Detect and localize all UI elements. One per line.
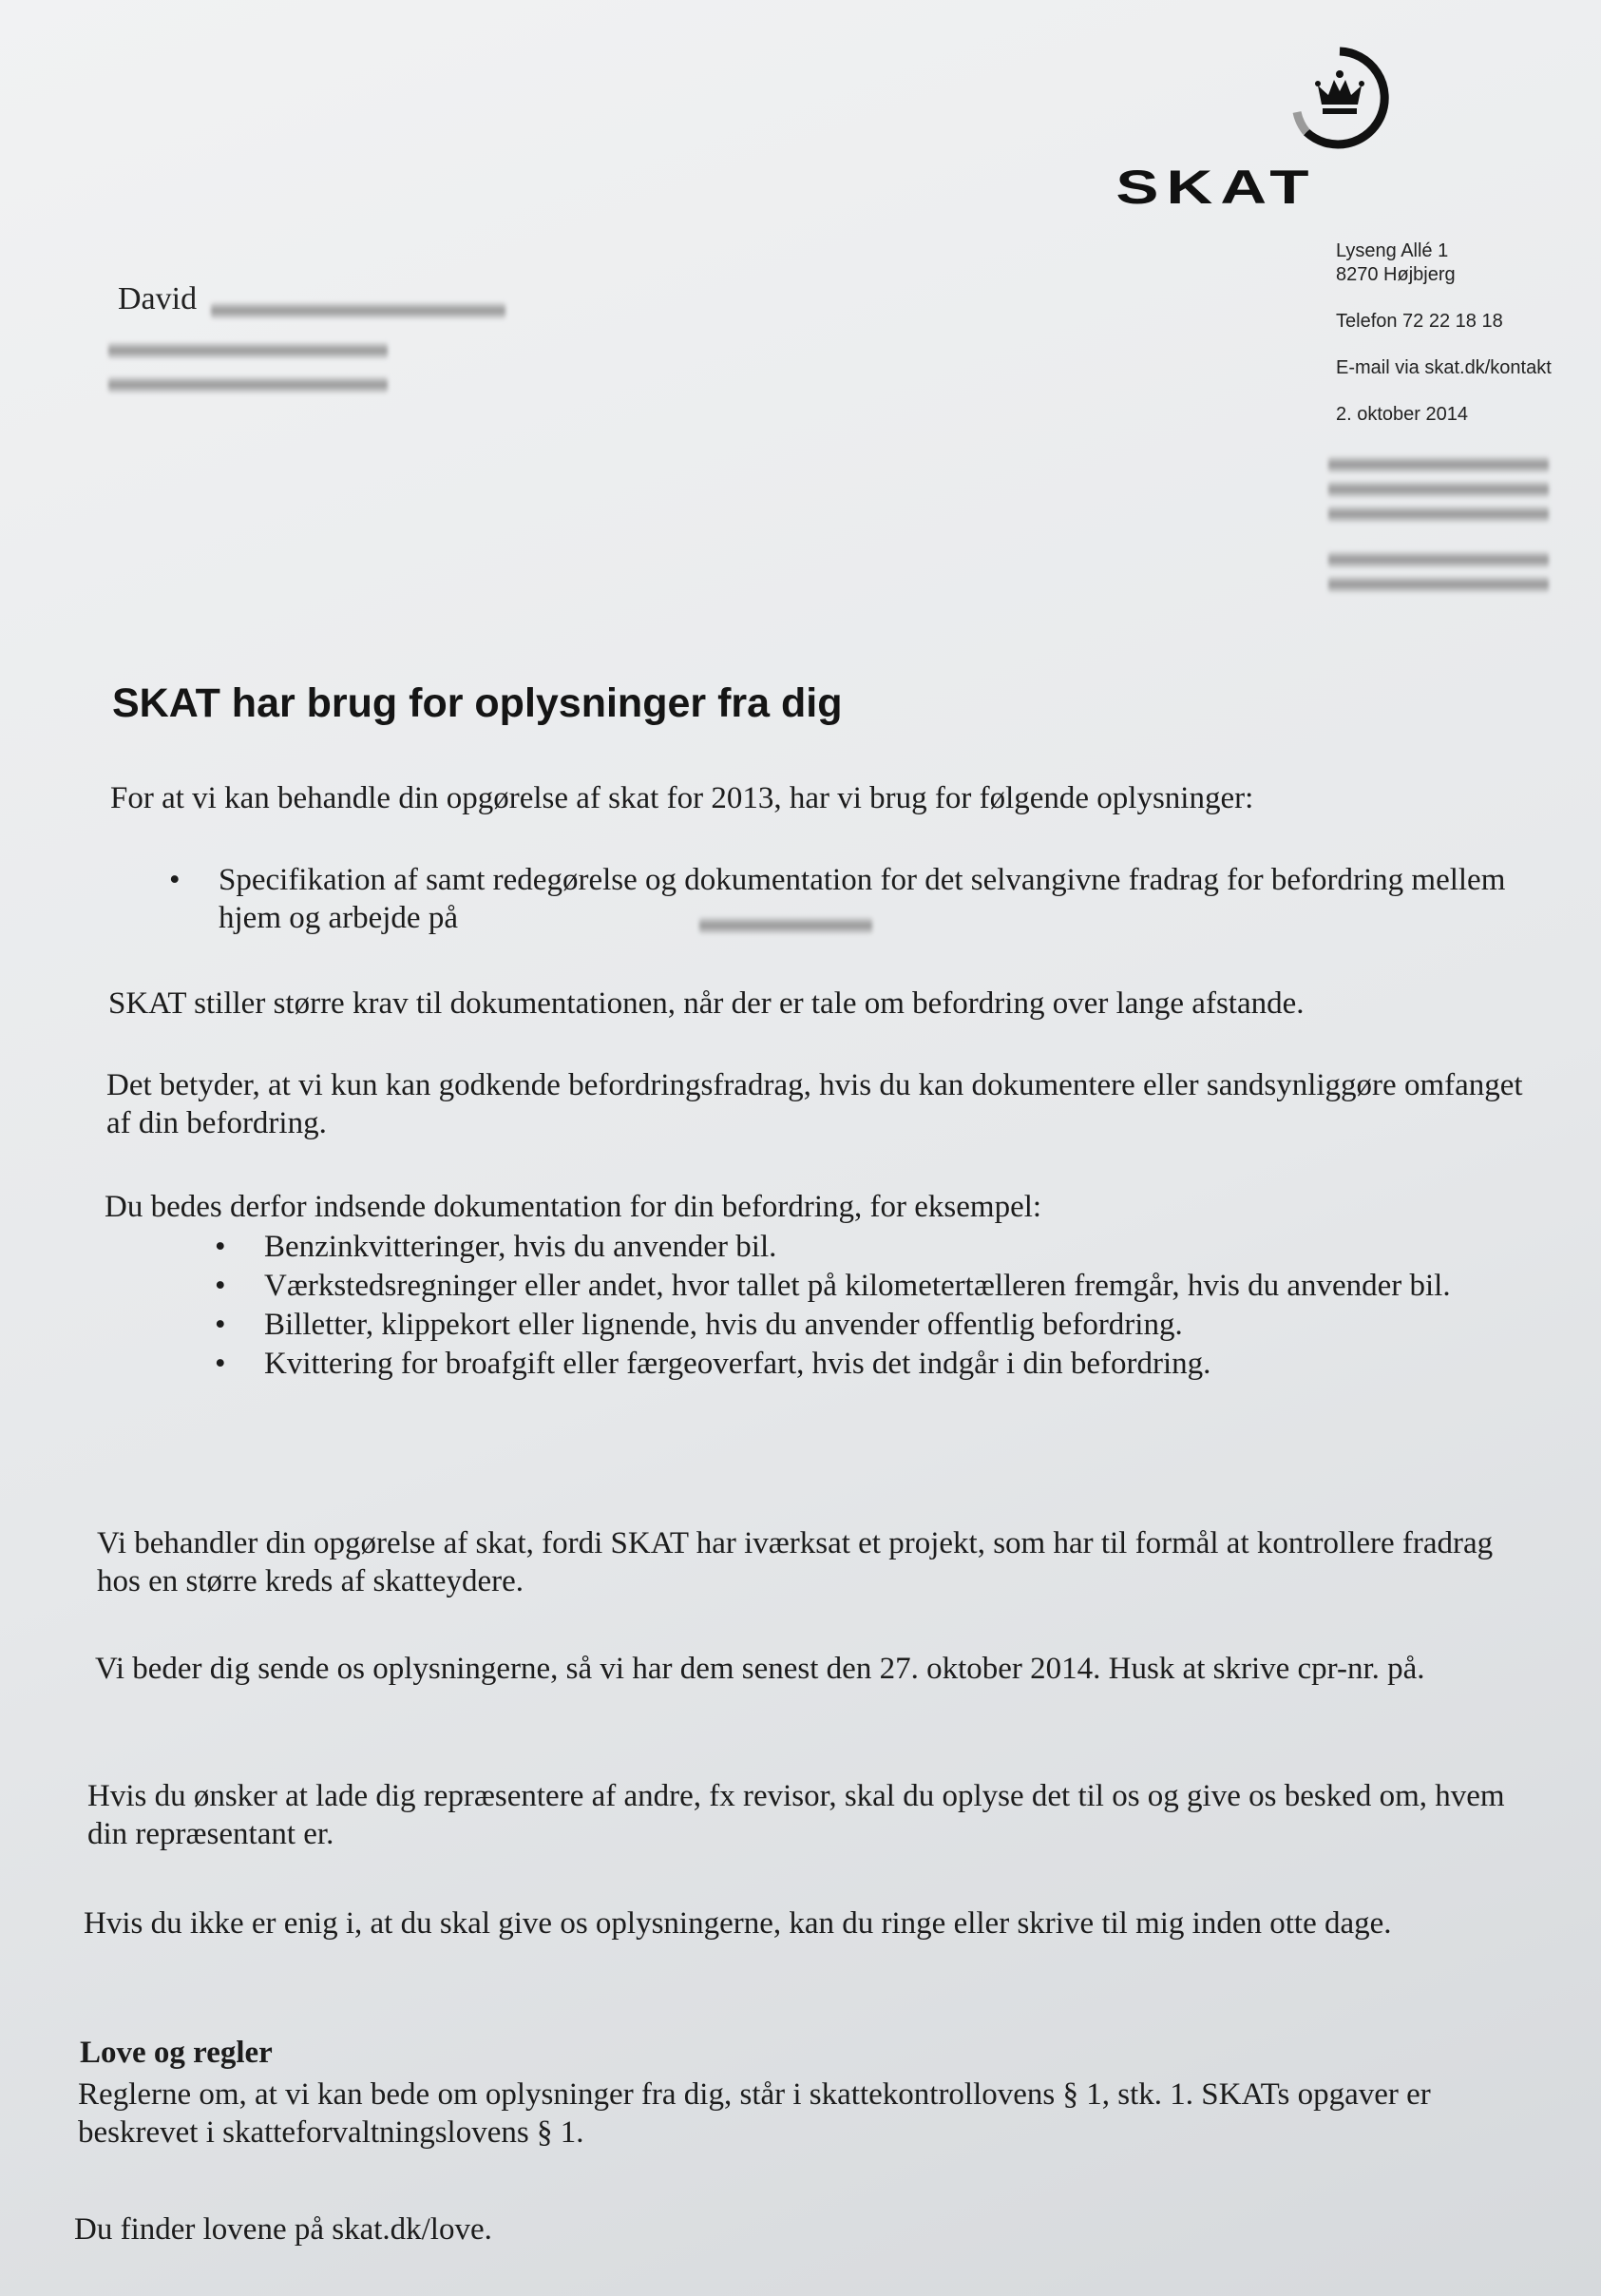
redacted-reference-line [1328, 456, 1549, 473]
documentation-paragraph: Du bedes derfor indsende dokumentation for din befordring, for eksempel: [105, 1190, 1042, 1224]
letter-title: SKAT har brug for oplysninger fra dig [112, 680, 843, 726]
meaning-paragraph: Det betyder, at vi kun kan godkende befordringsfradrag, hvis du kan dokumentere eller sandsynliggøre omfanget af din befordring. [106, 1068, 1523, 1140]
examples-list [211, 1228, 1541, 1384]
laws-paragraph: Du finder lovene på skat.dk/love. [74, 2212, 492, 2247]
redacted-reference-line [1328, 506, 1549, 523]
requirements-paragraph: SKAT stiller større krav til dokumentationen, når der er tale om befordring over lange afstande. [108, 986, 1305, 1021]
recipient-name [118, 281, 197, 317]
rules-heading: Love og regler [80, 2036, 273, 2070]
sender-phone: Telefon 72 22 18 18 [1336, 311, 1503, 332]
sender-address-line2: 8270 Højbjerg [1336, 264, 1456, 285]
crown-seal-icon [1287, 46, 1392, 150]
redacted-workplace [699, 917, 872, 934]
recipient-first-name: David [118, 281, 198, 316]
bullet-icon: • [215, 1269, 226, 1303]
skat-logo [1093, 46, 1340, 214]
bullet-icon: • [215, 1230, 226, 1264]
rules-paragraph: Reglerne om, at vi kan bede om oplysninger fra dig, står i skattekontrollovens § 1, stk. 1. SKATs opgaver er beskrevet i skatteforvaltningslovens § 1. [78, 2077, 1431, 2150]
request-item-text: Specifikation af samt redegørelse og dokumentation for det selvangivne fradrag for befordring mellem hjem og arbejde på [219, 863, 1506, 935]
deadline-paragraph: Vi beder dig sende os oplysningerne, så vi har dem senest den 27. oktober 2014. Husk at skrive cpr-nr. på. [95, 1652, 1425, 1686]
sender-info [1336, 239, 1592, 427]
bullet-icon: • [215, 1347, 226, 1381]
bullet-icon: • [215, 1308, 226, 1342]
skat-wordmark: SKAT [1115, 161, 1317, 214]
redacted-recipient-surname [211, 302, 505, 319]
redacted-reference-line [1328, 551, 1549, 568]
example-item: • Værkstedsregninger eller andet, hvor tallet på kilometertælleren fremgår, hvis du anvender bil. [211, 1267, 1541, 1306]
intro-paragraph: For at vi kan behandle din opgørelse af skat for 2013, har vi brug for følgende oplysninger: [110, 781, 1254, 815]
redacted-reference-line [1328, 481, 1549, 498]
example-item: • Kvittering for broafgift eller færgeoverfart, hvis det indgår i din befordring. [211, 1345, 1541, 1384]
project-paragraph: Vi behandler din opgørelse af skat, fordi SKAT har iværksat et projekt, som har til formål at kontrollere fradrag hos en større kreds af skatteydere. [97, 1526, 1494, 1598]
redacted-reference-line [1328, 576, 1549, 593]
bullet-icon: • [169, 863, 181, 897]
representative-paragraph: Hvis du ønsker at lade dig repræsentere af andre, fx revisor, skal du oplyse det til os og give os besked om, hvem din repræsentant er. [87, 1779, 1505, 1851]
sender-address-line1: Lyseng Allé 1 [1336, 240, 1449, 261]
disagree-paragraph: Hvis du ikke er enig i, at du skal give os oplysningerne, kan du ringe eller skrive til mig inden otte dage. [84, 1906, 1392, 1941]
redacted-recipient-address [108, 342, 388, 359]
letter-date: 2. oktober 2014 [1336, 404, 1468, 425]
example-item: • Benzinkvitteringer, hvis du anvender bil. [211, 1228, 1541, 1267]
sender-email: E-mail via skat.dk/kontakt [1336, 357, 1552, 378]
redacted-recipient-address [108, 376, 388, 393]
example-item: • Billetter, klippekort eller lignende, hvis du anvender offentlig befordring. [211, 1306, 1541, 1345]
